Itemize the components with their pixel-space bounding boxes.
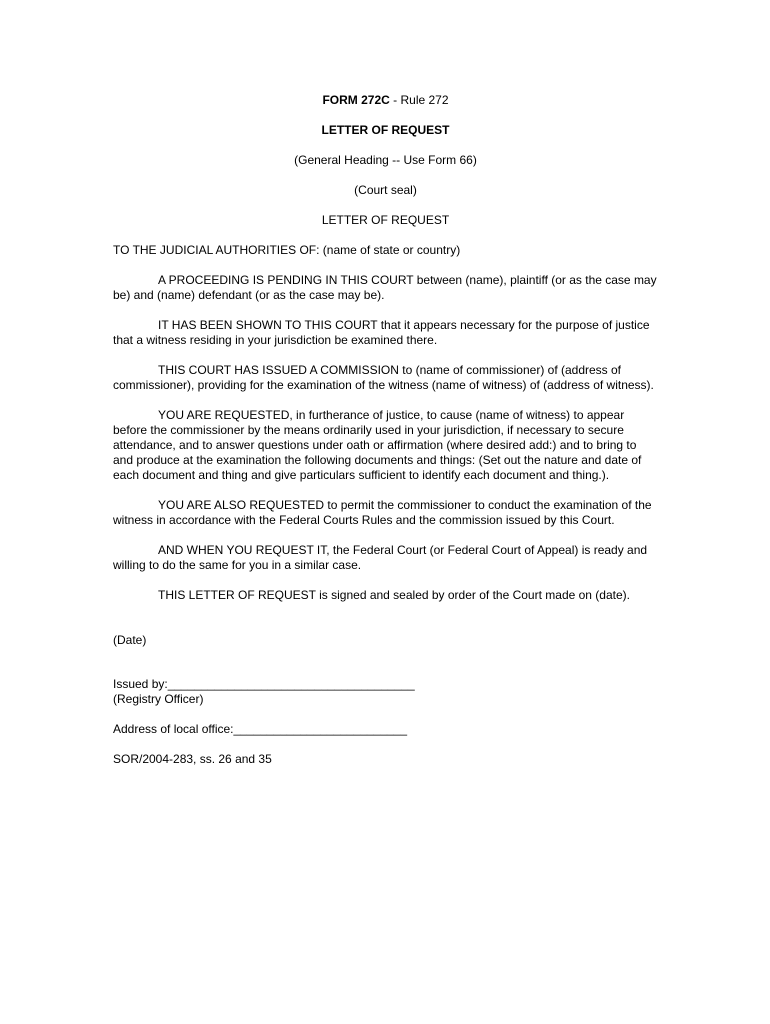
document-title-bold: LETTER OF REQUEST xyxy=(321,123,450,137)
rule-reference: - Rule 272 xyxy=(389,93,449,107)
registry-officer-label: (Registry Officer) xyxy=(113,692,204,706)
regulation-citation: SOR/2004-283, ss. 26 and 35 xyxy=(113,752,272,766)
court-seal-note: (Court seal) xyxy=(354,183,417,197)
paragraph-reciprocity: AND WHEN YOU REQUEST IT, the Federal Court (or Federal Court of Appeal) is ready and willing to do the same for you in a similar case. xyxy=(113,543,648,572)
paragraph-proceeding: A PROCEEDING IS PENDING IN THIS COURT between (name), plaintiff (or as the case may be) and (name) defendant (or as the case may be). xyxy=(113,273,657,302)
paragraph-commission: THIS COURT HAS ISSUED A COMMISSION to (name of commissioner) of (address of commissioner), providing for the examination of the witness (name of witness) of (address of witness). xyxy=(113,363,654,392)
issued-by-field: Issued by:_____________________________________ xyxy=(113,677,415,691)
local-office-field: Address of local office:__________________________ xyxy=(113,722,408,736)
paragraph-shown: IT HAS BEEN SHOWN TO THIS COURT that it appears necessary for the purpose of justice that a witness residing in your jurisdiction be examined there. xyxy=(113,318,650,347)
addressee-line: TO THE JUDICIAL AUTHORITIES OF: (name of state or country) xyxy=(113,243,461,257)
form-number: FORM 272C xyxy=(322,93,390,107)
date-field: (Date) xyxy=(113,633,147,647)
paragraph-also-request: YOU ARE ALSO REQUESTED to permit the commissioner to conduct the examination of the witness in accordance with the Federal Courts Rules and the commission issued by this Court. xyxy=(113,498,652,527)
form-heading xyxy=(113,93,658,108)
paragraph-request: YOU ARE REQUESTED, in furtherance of justice, to cause (name of witness) to appear before the commissioner by the means ordinarily used in your jurisdiction, if necessary to secure attendance, and to answer questions under oath or affirmation (where desired add:) and to bring to and produce at the examination the following documents and things: (Set out the nature and date of each document and thing and give particulars sufficient to identify each document and thing.). xyxy=(113,408,642,482)
document-title: LETTER OF REQUEST xyxy=(321,213,450,227)
paragraph-signed-sealed: THIS LETTER OF REQUEST is signed and sealed by order of the Court made on (date). xyxy=(158,588,630,602)
document-content xyxy=(113,93,658,767)
general-heading-note: (General Heading -- Use Form 66) xyxy=(294,153,477,167)
